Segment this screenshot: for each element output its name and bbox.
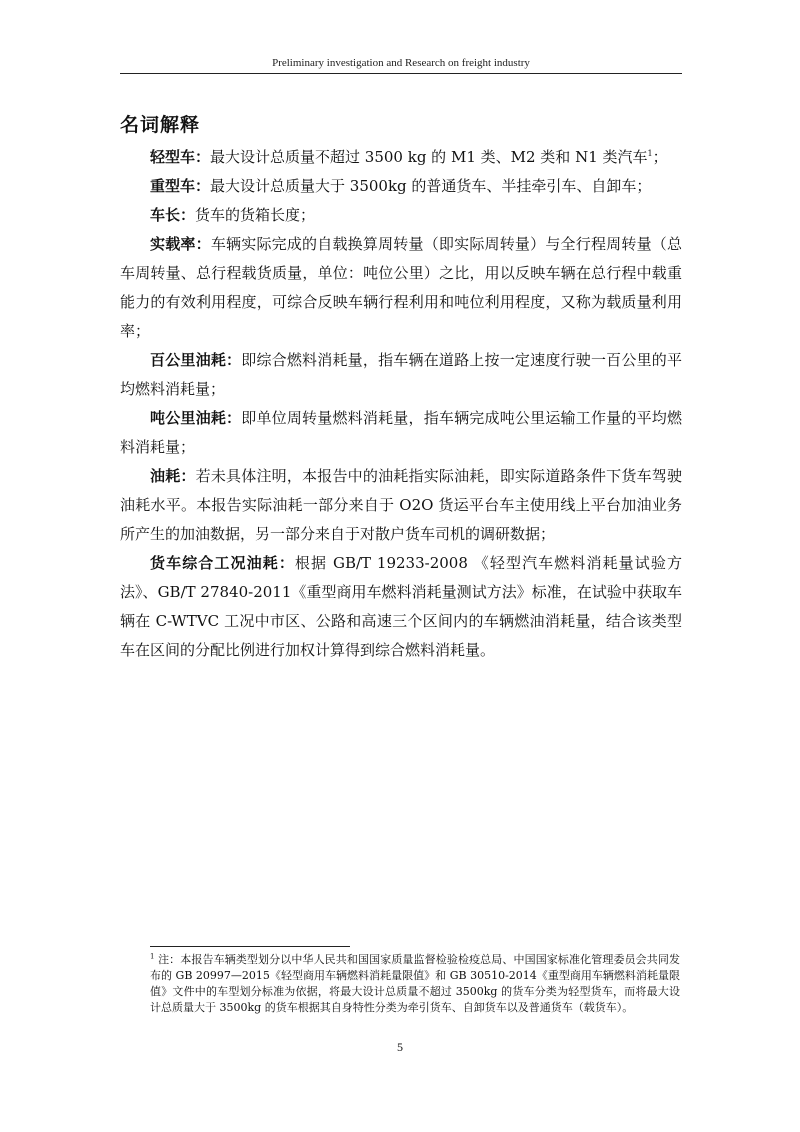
definition-tail: ；: [652, 148, 668, 166]
section-title: 名词解释: [120, 114, 201, 136]
definition-fuel-per-ton-km: [120, 404, 682, 462]
definition-term: 实载率：: [150, 235, 211, 253]
definition-fuel-per-100km: [120, 346, 682, 404]
definition-light-vehicle: [120, 143, 682, 172]
definition-load-rate: [120, 230, 682, 346]
definition-term: 吨公里油耗：: [150, 409, 242, 427]
footnote: [150, 952, 680, 1016]
definition-text: 最大设计总质量不超过 3500 kg 的 M1 类、M2 类和 N1 类汽车: [210, 148, 648, 166]
header-rule: [120, 73, 682, 74]
definition-term: 油耗：: [150, 467, 196, 485]
definition-text: 最大设计总质量大于 3500kg 的普通货车、半挂牵引车、自卸车；: [210, 177, 652, 195]
definition-text: 根据 GB/T 19233-2008 《轻型汽车燃料消耗量试验方法》、GB/T 27840-2011《重型商用车燃料消耗量测试方法》标准，在试验中获取车辆在 C-WTVC 工况中市区、公路和高速三个区间内的车辆燃油消耗量，结合该类型车在区间的分配比例进行加权计算得到综合燃料消耗量。: [120, 554, 682, 659]
footnote-reference[interactable]: 1: [647, 149, 653, 158]
definition-text: 车辆实际完成的自载换算周转量（即实际周转量）与全行程周转量（总车周转量、总行程载货质量，单位：吨位公里）之比，用以反映车辆在总行程中载重能力的有效利用程度，可综合反映车辆行程利用和吨位利用程度，又称为载质量利用率；: [120, 235, 682, 340]
definition-term: 车长：: [150, 206, 196, 224]
definition-term: 货车综合工况油耗：: [150, 554, 295, 572]
definition-term: 重型车：: [150, 177, 211, 195]
definition-text: 货车的货箱长度；: [195, 206, 316, 224]
footnote-text: 注：本报告车辆类型划分以中华人民共和国国家质量监督检验检疫总局、中国国家标准化管理委员会共同发布的 GB 20997—2015《轻型商用车辆燃料消耗量限值》和 GB 30510-2014《重型商用车辆燃料消耗量限值》文件中的车型划分标准为依据，将最大设计总质量不超过 3500kg 的货车分类为轻型货车，而将最大设计总质量大于 3500kg 的货车根据其自身特性分类为牵引货车、自卸货车以及普通货车（载货车）。: [150, 953, 680, 1014]
definition-term: 轻型车：: [150, 148, 211, 166]
definition-fuel-consumption: [120, 462, 682, 549]
running-header: Preliminary investigation and Research on freight industry: [272, 57, 530, 69]
footnote-marker: 1: [150, 952, 155, 961]
definition-vehicle-length: [120, 201, 682, 230]
definition-text: 即综合燃料消耗量，指车辆在道路上按一定速度行驶一百公里的平均燃料消耗量；: [120, 351, 682, 398]
definition-term: 百公里油耗：: [150, 351, 242, 369]
definitions-body: [120, 143, 682, 665]
definition-heavy-vehicle: [120, 172, 682, 201]
footnote-rule: [150, 946, 350, 947]
definition-combined-cycle-fuel: [120, 549, 682, 665]
definition-text: 若未具体注明，本报告中的油耗指实际油耗，即实际道路条件下货车驾驶油耗水平。本报告实际油耗一部分来自于 O2O 货运平台车主使用线上平台加油业务所产生的加油数据，另一部分来自于对散户货车司机的调研数据；: [120, 467, 682, 543]
page-number: 5: [397, 1040, 403, 1054]
definition-text: 即单位周转量燃料消耗量，指车辆完成吨公里运输工作量的平均燃料消耗量；: [120, 409, 682, 456]
